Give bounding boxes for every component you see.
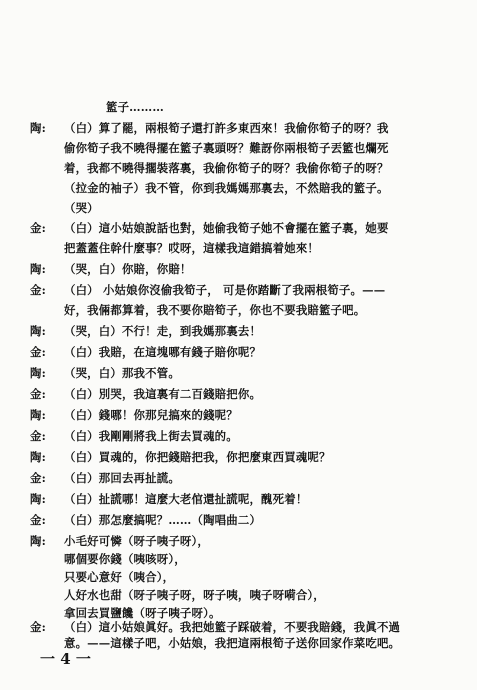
line-text: （白）這小姑娘說話也對，她偷我筍子她不會擺在籃子裏，她要 <box>64 221 389 235</box>
line-text: （白）這小姑娘眞好。我把她籃子踩破着，不要我賠錢，我眞不過 <box>64 620 401 634</box>
line-text: （哭） <box>64 201 99 215</box>
text-line <box>30 534 209 548</box>
line-text: 偷你筍子我不曉得擺在籃子裏頭呀？難訝你兩根筍子丟籃也爛死 <box>64 141 389 155</box>
line-text: （哭，白）不行！走，到我媽那裏去！ <box>64 324 262 338</box>
text-line <box>30 181 389 195</box>
line-text: （白） 小姑娘你沒偷我筍子， 可是你踏斷了我兩根筍子。—— <box>64 283 386 297</box>
line-text: 拿回去買鹽饞（呀子咦子呀）。 <box>64 606 221 620</box>
text-line <box>30 408 238 422</box>
line-text: 好，我倆都算着，我不要你賠筍子，你也不要我賠籃子吧。 <box>64 303 366 317</box>
line-text: （白）我剛剛將我上街去買魂的。 <box>64 429 238 443</box>
line-text: （白）那怎麼搞呢？……（陶唱曲二） <box>64 513 262 527</box>
line-text: （白）扯謊哪！這麼大老倌還扯謊呢，醜死着！ <box>64 492 308 506</box>
speaker-label: 陶: <box>30 534 46 548</box>
line-text: （哭，白）你賠，你賠！ <box>64 262 192 276</box>
speaker-label: 陶: <box>30 366 46 380</box>
text-line <box>30 471 180 485</box>
speaker-label: 陶: <box>30 450 46 464</box>
line-text: 小毛好可憐（呀子咦子呀）， <box>64 534 209 548</box>
line-text: （白）算了罷，兩根筍子還打許多東西來！我偷你筍子的呀？我 <box>64 121 389 135</box>
text-line <box>30 283 385 297</box>
line-text: 籃子……… <box>106 100 164 114</box>
speaker-label: 陶: <box>30 121 46 135</box>
speaker-label: 陶: <box>30 324 46 338</box>
text-line <box>30 221 389 235</box>
speaker-label: 金: <box>30 429 46 443</box>
text-line <box>30 324 261 338</box>
text-line <box>64 606 221 620</box>
page-number: 一 4 一 <box>40 650 91 668</box>
line-text: 着，我都不曉得擱裝落裏，我偷你筍子的呀？我偷你筍子的呀？ <box>64 161 389 175</box>
text-line <box>30 492 307 506</box>
text-line <box>30 387 261 401</box>
speaker-label: 陶: <box>30 408 46 422</box>
text-line <box>30 450 331 464</box>
text-line <box>30 345 261 359</box>
text-line <box>30 201 99 215</box>
speaker-label: 金: <box>30 471 46 485</box>
speaker-label: 金: <box>30 345 46 359</box>
text-line <box>64 588 325 602</box>
line-text: 哪個要你錢（咦咳呀）， <box>64 552 186 566</box>
line-text: （拉金的袖子）我不管，你到我媽媽那裏去，不然賠我的籃子。 <box>64 181 389 195</box>
line-text: （白）別哭，我這裏有二百錢賠把你。 <box>64 387 262 401</box>
text-line <box>30 513 261 527</box>
text-line <box>64 570 174 584</box>
line-text: （哭，白）那我不管。 <box>64 366 180 380</box>
text-line <box>30 366 180 380</box>
text-line <box>30 303 365 317</box>
text-line <box>30 620 400 634</box>
text-line <box>30 141 389 155</box>
speaker-label: 金: <box>30 283 46 297</box>
line-text: 只要心意好（咦合）， <box>64 570 175 584</box>
speaker-label: 金: <box>30 221 46 235</box>
line-text: （白）買魂的，你把錢賠把我，你把麼東西買魂呢？ <box>64 450 331 464</box>
text-line <box>30 241 319 255</box>
text-line <box>30 429 238 443</box>
text-line <box>30 161 389 175</box>
text-line <box>72 100 164 114</box>
speaker-label: 金: <box>30 513 46 527</box>
line-text: 把蓋蓋住幹什麼事？哎呀，這樣我這錯搞着她來！ <box>64 241 319 255</box>
line-text: （白）那回去再扯謊。 <box>64 471 180 485</box>
speaker-label: 陶: <box>30 262 46 276</box>
text-line <box>30 121 389 135</box>
speaker-label: 金: <box>30 620 46 634</box>
line-text: 人好水也甜（呀子咦子呀，呀子咦，咦子呀嗬合）， <box>64 588 325 602</box>
speaker-label: 陶: <box>30 492 46 506</box>
line-text: （白）我賠，在這塊哪有錢子賠你呢？ <box>64 345 262 359</box>
line-text: 意。——這樣子吧，小姑娘，我把這兩根筍子送你回家作菜吃吧。 <box>64 636 401 650</box>
speaker-label: 金: <box>30 387 46 401</box>
text-line <box>30 262 192 276</box>
line-text: （白）錢哪！你那兒搞來的錢呢？ <box>64 408 238 422</box>
text-line <box>64 552 186 566</box>
